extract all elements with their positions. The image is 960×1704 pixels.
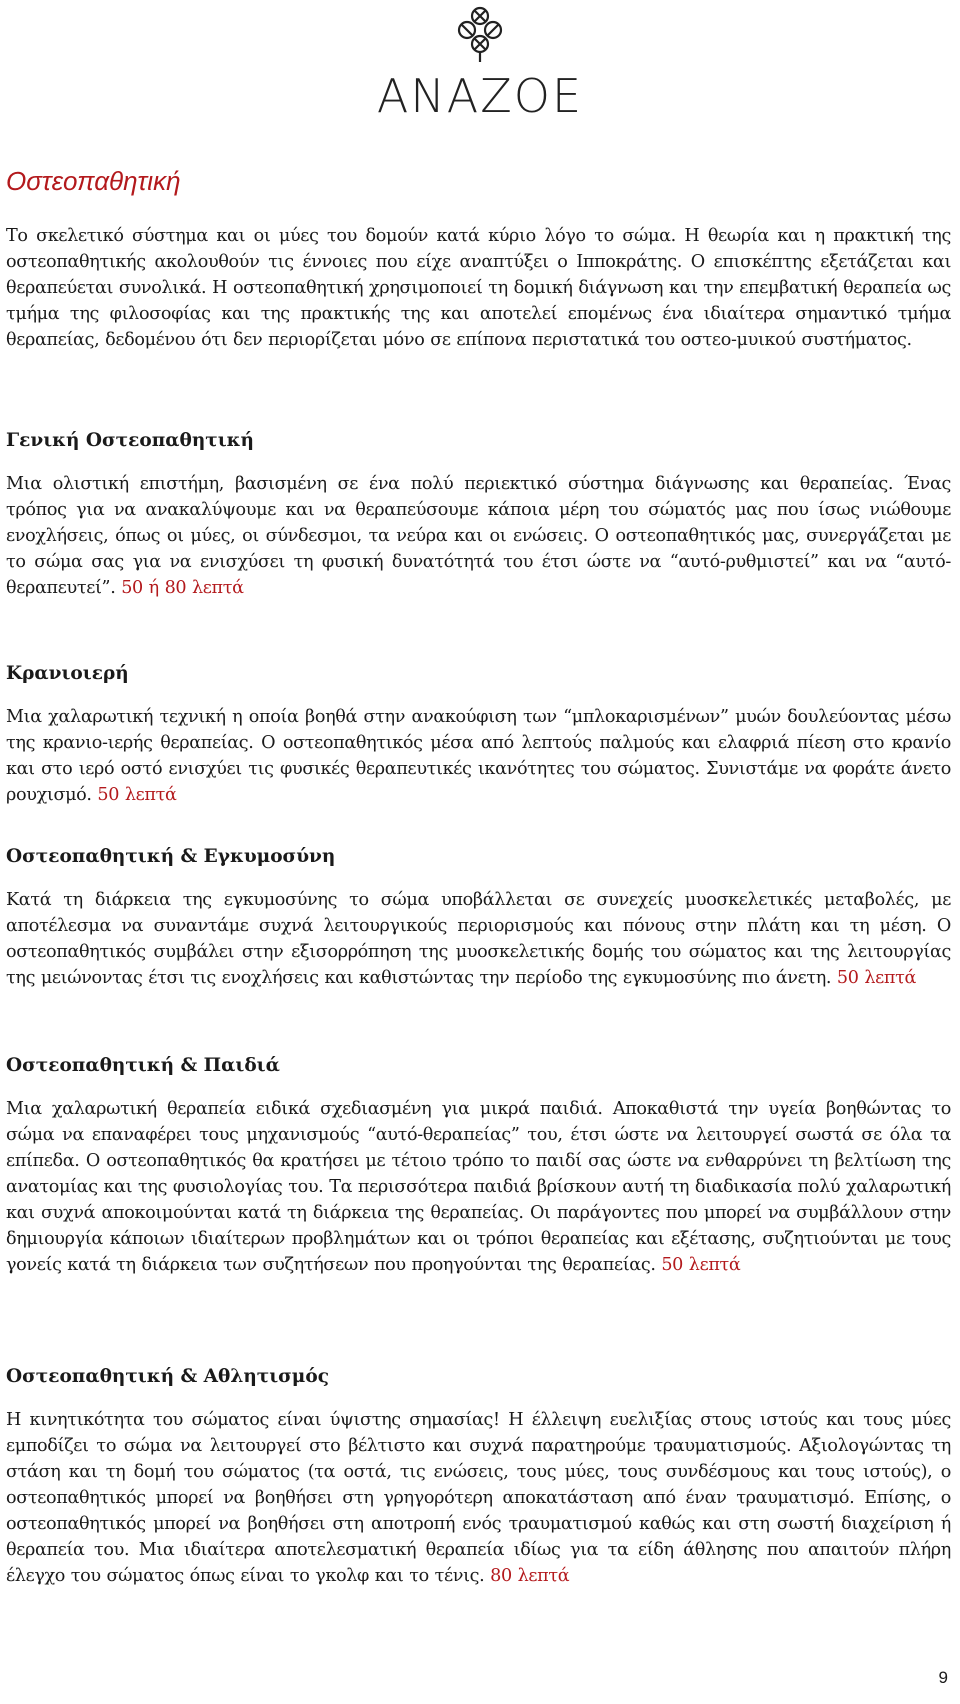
duration-label: 50 λεπτά <box>836 968 917 988</box>
section-pregnancy <box>6 844 951 991</box>
section-paragraph <box>6 1096 951 1278</box>
section-sports <box>6 1364 951 1589</box>
logo-knot-icon <box>360 0 600 118</box>
section-paragraph <box>6 887 951 991</box>
section-paragraph <box>6 704 951 808</box>
section-title: Οστεοπαθητική & Αθλητισμός <box>6 1366 329 1387</box>
section-title: Γενική Οστεοπαθητική <box>6 430 254 451</box>
section-title: Κρανιοιερή <box>6 663 129 684</box>
section-children <box>6 1053 951 1278</box>
duration-label: 50 λεπτά <box>661 1255 741 1275</box>
section-title: Οστεοπαθητική & Εγκυμοσύνη <box>6 846 336 867</box>
page-title: Οστεοπαθητική <box>6 166 181 196</box>
section-text: Κατά τη διάρκεια της εγκυμοσύνης το σώμα υποβάλλεται σε συνεχείς μυοσκελετικές μεταβολές, με αποτέλεσμα να συναντάμε συχνά λειτουργικούς περιορισμούς και πόνους στην πλάτη και τη μέση. Ο οστεοπαθητικός συμβάλει στην εξισορρόπηση της μυοσκελετικής δομής του σώματος και της λειτουργίας της μειώνοντας έτσι τις ενοχλήσεις και καθιστώντας την περίοδο της εγκυμοσύνης πιο άνετη. <box>6 890 951 988</box>
intro-paragraph: Το σκελετικό σύστημα και οι μύες του δομούν κατά κύριο λόγο το σώμα. Η θεωρία και η πρακτική της οστεοπαθητικής ακολουθούν τις έννοιες που είχε αναπτύξει ο Ιπποκράτης. Ο επισκέπτης εξετάζεται και θεραπεύεται συνολικά. Η οστεοπαθητική χρησιμοποιεί τη δομική διάγνωση και την επεμβατική θεραπεία ως τμήμα της φιλοσοφίας και της πρακτικής της και αποτελεί επομένως ένα ιδιαίτερα σημαντικό τμήμα θεραπείας, δεδομένου ότι δεν περιορίζεται μόνο σε επίπονα περιστατικά του οστεο-μυικού συστήματος. <box>6 226 951 350</box>
page-number: 9 <box>938 1668 948 1687</box>
duration-label: 50 λεπτά <box>97 785 177 805</box>
section-text: Μια χαλαρωτική θεραπεία ειδικά σχεδιασμένη για μικρά παιδιά. Αποκαθιστά την υγεία βοηθώντας το σώμα να επαναφέρει τους μηχανισμούς “αυτό-θεραπείας” του, έτσι ώστε να λειτουργεί σωστά σε όλα τα επίπεδα. Ο οστεοπαθητικός θα κρατήσει με τέτοιο τρόπο το παιδί σας ώστε να ενθαρρύνει τη βελτίωση της ανατομίας και της φυσιολογίας του. Τα περισσότερα παιδιά βρίσκουν αυτή τη διαδικασία πολύ χαλαρωτική και συχνά αποκοιμούνται κατά τη διάρκεια της θεραπείας. Οι παράγοντες που μπορεί να συμβάλλουν στην δημιουργία κάποιων ιδιαίτερων προβλημάτων και οι τρόποι θεραπείας και εξέτασης, συζητιούνται με τους γονείς κατά τη διάρκεια των συζητήσεων που προηγούνται της θεραπείας. <box>6 1099 951 1275</box>
intro-section <box>6 223 951 353</box>
section-paragraph <box>6 1407 951 1589</box>
logo-wordmark: ANAZOE <box>376 69 584 118</box>
duration-label: 80 λεπτά <box>490 1566 570 1586</box>
section-general-osteopathy <box>6 428 951 601</box>
section-text: Η κινητικότητα του σώματος είναι ύψιστης σημασίας! Η έλλειψη ευελιξίας στους ιστούς και τους μύες εμποδίζει το σώμα να λειτουργεί στο βέλτιστο και συχνά παρατηρούμε τραυματισμούς. Αξιολογώντας τη στάση και τη δομή του σώματος (τα οστά, τις ενώσεις, τους μύες, τους συνδέσμους και τους ιστούς), ο οστεοπαθητικός μπορεί να βοηθήσει στη γρηγορότερη αποκατάσταση από έναν τραυματισμό. Επίσης, ο οστεοπαθητικός μπορεί να βοηθήσει στη αποτροπή ενός τραυματισμού καθώς και στη σωστή διαχείριση ή θεραπεία του. Μια ιδιαίτερα αποτελεσματική θεραπεία ιδίως για τα είδη άθλησης που απαιτούν πλήρη έλεγχο του σώματος όπως είναι το γκολφ και το τένις. <box>6 1410 951 1586</box>
section-text: Μια ολιστική επιστήμη, βασισμένη σε ένα πολύ περιεκτικό σύστημα διάγνωσης και θεραπείας. Ένας τρόπος για να ανακαλύψουμε και να θεραπεύσουμε κάποια μέρη του σώματός μας που ίσως νιώθουμε ενοχλήσεις, όπως οι μύες, οι σύνδεσμοι, τα νεύρα και οι ενώσεις. Ο οστεοπαθητικός μας, συνεργάζεται με το σώμα σας για να ενισχύσει τη φυσική δυνατότητά του έτσι ώστε να “αυτό-ρυθμιστεί” και να “αυτό-θεραπευτεί”. <box>6 474 951 598</box>
duration-label: 50 ή 80 λεπτά <box>121 578 244 598</box>
section-title: Οστεοπαθητική & Παιδιά <box>6 1055 280 1076</box>
section-paragraph <box>6 471 951 601</box>
brand-logo <box>0 0 960 120</box>
section-text: Μια χαλαρωτική τεχνική η οποία βοηθά στην ανακούφιση των “μπλοκαρισμένων” μυών δουλεύοντας μέσω της κρανιο-ιερής θεραπείας. Ο οστεοπαθητικός μέσα από λεπτούς παλμούς και ελαφριά πίεση στο κρανίο και στο ιερό οστό ενισχύει τις φυσικές θεραπευτικές ικανότητες του σώματος. Συνιστάμε να φοράτε άνετο ρουχισμό. <box>6 707 951 805</box>
section-craniosacral <box>6 661 951 808</box>
